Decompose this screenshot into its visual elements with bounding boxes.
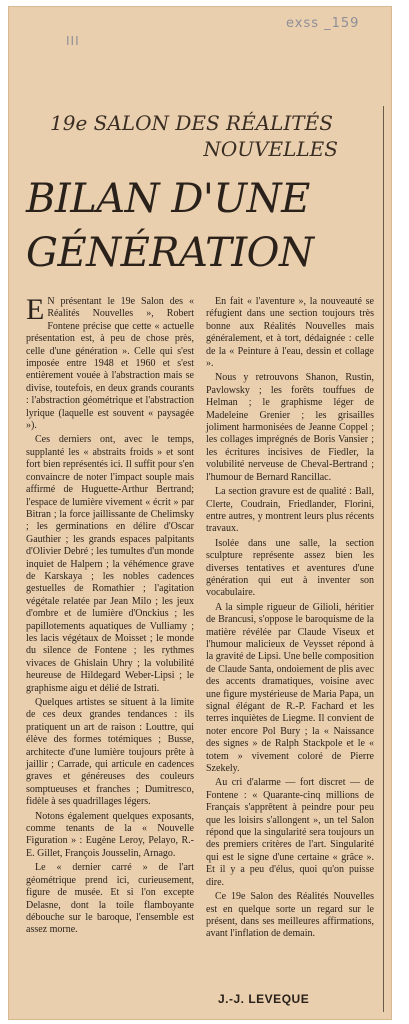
paragraph: E N présentant le 19e Salon des « Réalités Nouvelles », Robert Fontene précise que cette « actuelle présentation est, à peu de chose près, celle d'une génération ». Celle qui s'est imposée entre 1948 et 1960 et s'est entièrement vouée à l'abstraction mais se divise, toutefois, en deux grands courants : l'abstraction géométrique et l'abstraction lyrique (laquelle est souvent « paysagée »). — [26, 293, 194, 432]
paragraph: Isolée dans une salle, la section sculpture représente assez bien les diverses tentatives et aventures d'une génération qui eut à inventer son vocabulaire. — [206, 537, 374, 599]
paragraph: Notons également quelques exposants, comme tenants de la « Nouvelle Figuration » : Eugène Leroy, Pelayo, R.-E. Gillet, François Jousselin, Arnago. — [26, 810, 194, 859]
author-signature: J.-J. LEVEQUE — [218, 992, 310, 1006]
paragraph: Nous y retrouvons Shanon, Rustin, Pavlowsky ; les forêts touffues de Helman ; le graphisme léger de Madeleine Grenier ; les grisailles joliment harmonisées de Jeanne Coppel ; les collages imprégnés de Boris Vansier ; les écritures incisives de Fiedler, la volubilité nerveuse de Cheval-Bertrand ; l'humour de Bernard Rancillac. — [206, 372, 374, 483]
paragraph: La section gravure est de qualité : Ball, Clerte, Coudrain, Friedlander, Florini, entre autres, y montrent leurs plus récents travaux. — [206, 486, 374, 535]
article-headline — [26, 172, 356, 280]
pencil-mark: III — [66, 34, 80, 48]
paragraph: Ces derniers ont, avec le temps, supplanté les « abstraits froids » et sont fort bien représentés ici. Il suffit pour s'en convaincre de noter l'impact souple mais affirmé de Huguette-Arthur Bertrand; l'espace de lumière vivement « écrit » par Bitran ; la force jaillissante de Chelimsky ; les germinations en délire d'Oscar Gauthier ; les grands espaces palpitants d'Olivier Debré ; les tumultes d'un monde inquiet de Halpern ; la véhémence grave de Karskaya ; les nobles cadences gestuelles de Romathier ; l'agitation végétale relatée par Jean Milo ; les jeux d'ombre et de lumière d'Onckius ; les papillotements aquatiques de Vulliamy ; les lacis végétaux de Moisset ; le monde du silence de Fontene ; les rythmes vivaces de Ghislain Uhry ; la volubilité heureuse de Hildegard Weber-Lipsi ; le graphisme aigu et délié de Istrati. — [26, 434, 194, 694]
newspaper-clipping — [8, 6, 392, 1020]
paragraph: Le « dernier carré » de l'art géométrique prend ici, curieusement, figure de musée. Et si l'on excepte Delasne, dont la toile flamboyante débouche sur le baroque, l'ensemble est assez morne. — [26, 862, 194, 936]
drop-cap: E — [26, 293, 45, 326]
article-column-left — [26, 293, 194, 939]
pencil-note: exss _159 — [286, 16, 360, 31]
paragraph: Ce 19e Salon des Réalités Nouvelles est en quelque sorte un regard sur le présent, dans ses meilleures affirmations, avant l'inflation de demain. — [206, 891, 374, 940]
kicker-line-2: NOUVELLES — [203, 137, 338, 161]
paragraph: Quelques artistes se situent à la limite de ces deux grandes tendances : ils pratiquent un art de raison : Louttre, qui élève des formes totémiques ; Busse, architecte d'une lumière toujours prête à jaillir ; Carrade, qui articule en cadences graves et généreuses des couleurs somptueuses et franches ; Dumitresco, fidèle à ses quadrillages légers. — [26, 697, 194, 808]
paragraph: En fait « l'aventure », la nouveauté se réfugient dans une section toujours très bonne aux Réalités Nouvelles mais généralement, et à tort, dédaignée : celle de la « Peinture à l'eau, dessin et collage ». — [206, 296, 374, 370]
kicker-line-1: 19e SALON DES RÉALITÉS — [50, 111, 333, 135]
article-column-right — [206, 296, 374, 943]
paragraph: A la simple rigueur de Gilioli, héritier de Brancusi, s'oppose le baroquisme de la matière révélée par Claude Viseux et l'humour malicieux de Veysset répond à la gravité de Lipsi. Une belle composition de Claude Santa, ondoiement de plis avec des accents dramatiques, voisine avec une figure mystérieuse de Maria Papa, un signal élégant de R.-P. Fachard et les terres inquiètes de Liegme. Il convient de noter encore Pol Bury ; la « Naissance des signes » de Ralph Stackpole et le « totem » vivement coloré de Pierre Szekely. — [206, 601, 375, 775]
column-rule — [383, 106, 384, 1012]
headline-line-2: GÉNÉRATION — [26, 230, 314, 276]
paragraph: Au cri d'alarme — fort discret — de Fontene : « Quarante-cinq millions de Français s'apprêtent à peindre pour peu que les loisirs s'allongent », un tel Salon répond que la singularité sera toujours un des premiers critères de l'art. Singularité qui est le signe d'une certaine « grâce ». Et il y a peu d'élus, quoi qu'on puisse dire. — [206, 777, 374, 888]
headline-line-1: BILAN D'UNE — [26, 176, 310, 222]
article-kicker — [28, 110, 338, 162]
article-body — [26, 293, 375, 986]
